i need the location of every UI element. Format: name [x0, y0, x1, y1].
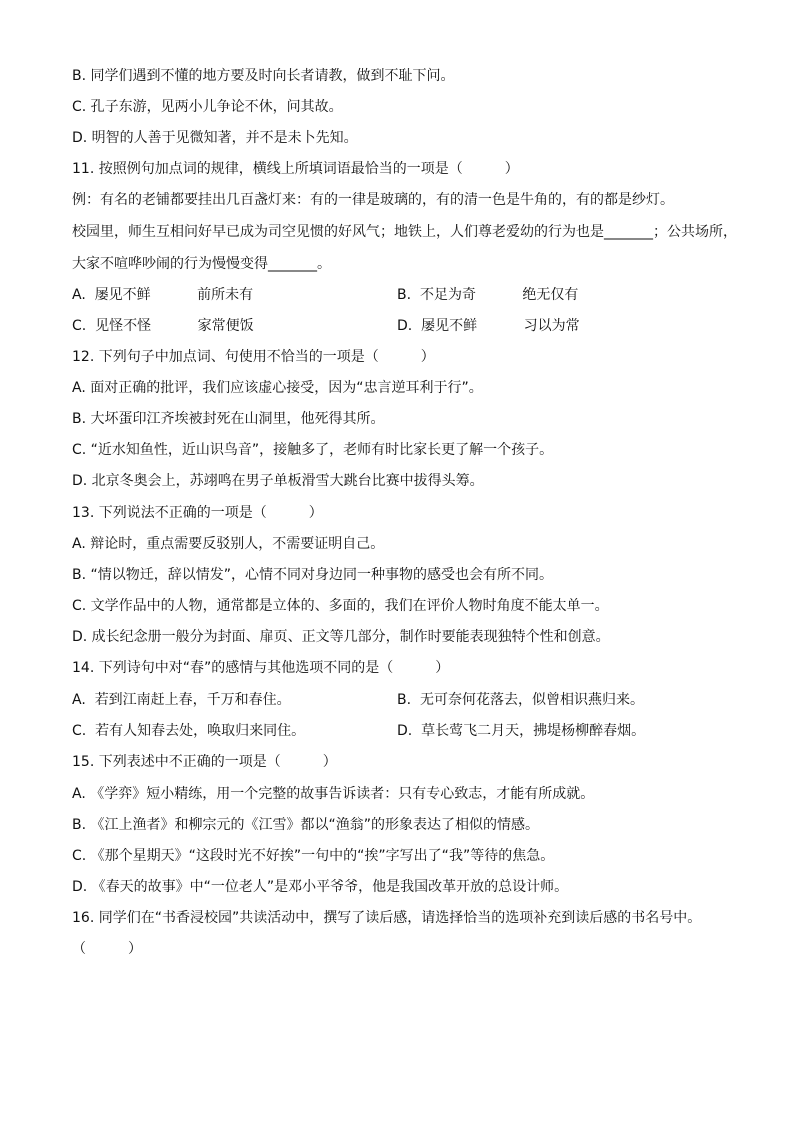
q13-stem: 13. 下列说法不正确的一项是（ ）: [72, 505, 323, 521]
q15-option-a: A. 《学弈》短小精练，用一个完整的故事告诉读者：只有专心致志，才能有所成就。: [72, 786, 595, 802]
option-text: 草长莺飞二月天，拂堤杨柳醉春烟。: [421, 723, 646, 739]
q16-answer-bracket: （ ）: [72, 941, 142, 957]
q10-option-b: B. 同学们遇到不懂的地方要及时向长者请教，做到不耻下问。: [72, 68, 455, 84]
q15-option-d: D. 《春天的故事》中“一位老人”是邓小平爷爷，他是我国改革开放的总设计师。: [72, 879, 569, 895]
option-word-1: 屡见不鲜: [421, 318, 478, 334]
q11-example: 例：有名的老铺都要挂出几百盏灯来：有的一律是玻璃的，有的清一色是牛角的，有的都是纱灯。: [72, 192, 674, 208]
option-word-2: 前所未有: [197, 287, 254, 303]
q11-passage-line2: 大家不喧哗吵闹的行为慢慢变得_______。: [72, 256, 331, 272]
option-word-2: 家常便饭: [197, 318, 254, 334]
q11-option-c: [72, 316, 254, 336]
q16-stem: 16. 同学们在“书香浸校园”共读活动中，撰写了读后感，请选择恰当的选项补充到读后感的书名号中。: [72, 910, 702, 926]
q12-stem: 12. 下列句子中加点词、句使用不恰当的一项是（ ）: [72, 349, 435, 365]
option-word-1: 见怪不怪: [95, 318, 152, 334]
q15-option-c: C. 《那个星期天》“这段时光不好挨”一句中的“挨”字写出了“我”等待的焦急。: [72, 848, 555, 864]
option-text: 无可奈何花落去，似曾相识燕归来。: [419, 692, 644, 708]
option-letter: A.: [72, 692, 86, 708]
option-text: 若有人知春去处，唤取归来同住。: [95, 723, 306, 739]
q13-option-b: B. “情以物迁，辞以情发”，心情不同对身边同一种事物的感受也会有所不同。: [72, 567, 554, 583]
q12-option-c: C. “近水知鱼性，近山识鸟音”，接触多了，老师有时比家长更了解一个孩子。: [72, 442, 554, 458]
q10-option-c: C. 孔子东游，见两小儿争论不休，问其故。: [72, 99, 343, 115]
q11-option-d: [397, 316, 580, 336]
option-letter: C.: [72, 723, 87, 739]
option-letter: D.: [397, 723, 413, 739]
q12-option-b: B. 大坏蛋印江齐埃被封死在山洞里，他死得其所。: [72, 411, 385, 427]
q11-option-b: [397, 285, 578, 305]
option-word-2: 绝无仅有: [522, 287, 579, 303]
q14-option-c: [72, 721, 305, 741]
option-text: 若到江南赶上春，千万和春住。: [94, 692, 291, 708]
option-letter: B.: [397, 287, 412, 303]
option-letter: A.: [72, 287, 86, 303]
q13-option-a: A. 辩论时，重点需要反驳别人，不需要证明自己。: [72, 536, 385, 552]
option-word-1: 不足为奇: [419, 287, 476, 303]
q14-option-d: [397, 721, 645, 741]
q12-option-d: D. 北京冬奥会上，苏翊鸣在男子单板滑雪大跳台比赛中拔得头筹。: [72, 473, 484, 489]
q14-option-a: [72, 690, 291, 710]
q12-option-a: A. 面对正确的批评，我们应该虚心接受，因为“忠言逆耳利于行”。: [72, 380, 483, 396]
option-letter: B.: [397, 692, 412, 708]
option-word-1: 屡见不鲜: [94, 287, 151, 303]
option-word-2: 习以为常: [523, 318, 580, 334]
q13-option-c: C. 文学作品中的人物，通常都是立体的、多面的，我们在评价人物时角度不能太单一。: [72, 598, 609, 614]
q15-option-b: B. 《江上渔者》和柳宗元的《江雪》都以“渔翁”的形象表达了相似的情感。: [72, 817, 540, 833]
q14-stem: 14. 下列诗句中对“春”的感情与其他选项不同的是（ ）: [72, 660, 450, 676]
q14-option-b: [397, 690, 644, 710]
q13-option-d: D. 成长纪念册一般分为封面、扉页、正文等几部分，制作时要能表现独特个性和创意。: [72, 629, 610, 645]
q11-stem: 11. 按照例句加点词的规律，横线上所填词语最恰当的一项是（ ）: [72, 161, 519, 177]
option-letter: D.: [397, 318, 413, 334]
option-letter: C.: [72, 318, 87, 334]
q11-passage-line1: 校园里，师生互相问好早已成为司空见惯的好风气；地铁上，人们尊老爱幼的行为也是_______；公共场所，: [72, 224, 737, 240]
q10-option-d: D. 明智的人善于见微知著，并不是未卜先知。: [72, 130, 358, 146]
q11-option-a: [72, 285, 253, 305]
q15-stem: 15. 下列表述中不正确的一项是（ ）: [72, 754, 337, 770]
